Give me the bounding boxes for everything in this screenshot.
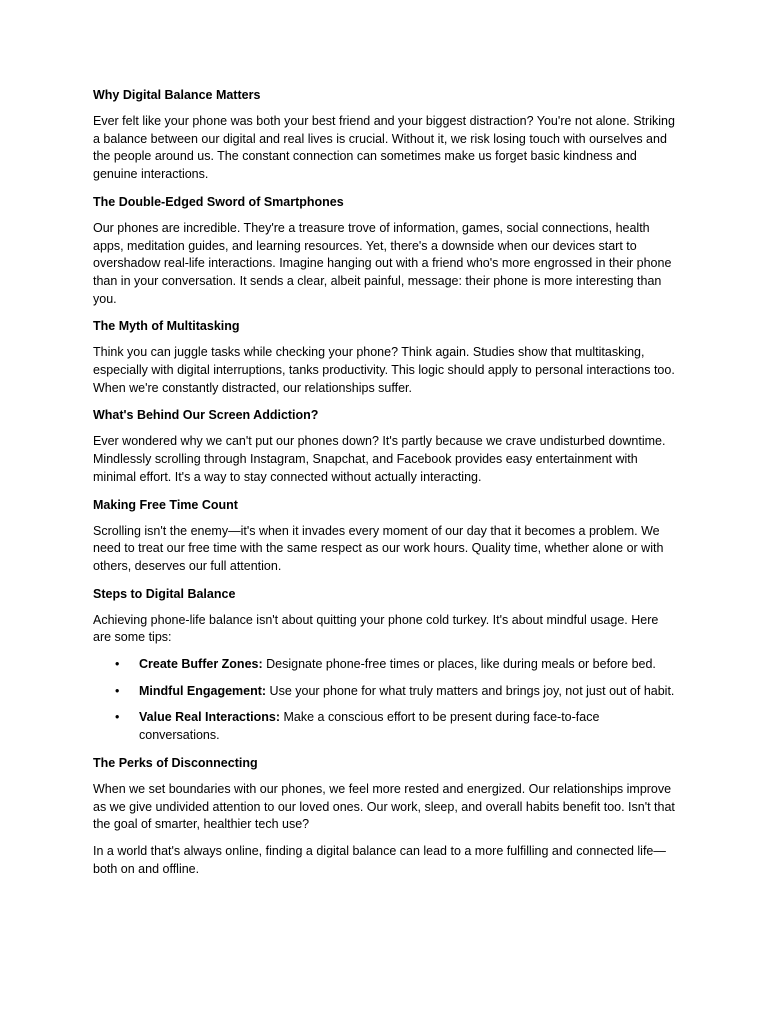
section-paragraph: Ever wondered why we can't put our phones down? It's partly because we crave undisturbed downtime. Mindlessly scrolling through Instagram, Snapchat, and Facebook provides easy entertainment with minimal effort. It's a way to stay connected without actually interacting.: [93, 434, 666, 484]
tip-item: [93, 683, 676, 701]
section-heading: The Perks of Disconnecting: [93, 755, 258, 770]
tip-item: [93, 709, 676, 744]
section-heading: Making Free Time Count: [93, 497, 238, 512]
tip-item: [93, 656, 676, 674]
section-heading: Why Digital Balance Matters: [93, 88, 261, 102]
bullet-icon: •: [115, 657, 120, 672]
section-paragraph: When we set boundaries with our phones, we feel more rested and energized. Our relationships improve as we give undivided attention to our loved ones. Our work, sleep, and overall habits benefit too. Isn't that the goal of smarter, healthier tech use?: [93, 781, 675, 832]
section-paragraph: Scrolling isn't the enemy—it's when it invades every moment of our day that it becomes a problem. We need to treat our free time with the same respect as our work hours. Quality time, whether alone or with others, deserves our full attention.: [93, 523, 664, 573]
tip-term: Value Real Interactions:: [139, 710, 281, 725]
tip-text: Use your phone for what truly matters and brings joy, not just out of habit.: [266, 683, 675, 698]
bullet-icon: •: [115, 710, 120, 725]
section-paragraph: Ever felt like your phone was both your best friend and your biggest distraction? You're not alone. Striking a balance between our digital and real lives is crucial. Without it, we risk losing touch with ourselves and the people around us. The constant connection can sometimes make us forget basic kindness and genuine interactions.: [93, 114, 675, 182]
section-paragraph: Achieving phone-life balance isn't about quitting your phone cold turkey. It's about mindful usage. Here are some tips:: [93, 612, 659, 645]
section-heading: Steps to Digital Balance: [93, 586, 236, 601]
section-paragraph: Our phones are incredible. They're a treasure trove of information, games, social connections, health apps, meditation guides, and learning resources. Yet, there's a downside when our devices start to overshadow real-life interactions. Imagine hanging out with a friend who's more engrossed in their phone than in your conversation. It sends a clear, albeit painful, message: their phone is more interesting than you.: [93, 220, 672, 306]
section-heading: The Double-Edged Sword of Smartphones: [93, 194, 344, 209]
tip-text: Designate phone-free times or places, like during meals or before bed.: [262, 657, 656, 672]
bullet-icon: •: [115, 683, 120, 698]
tip-text: Make a conscious effort to be present during face-to-face conversations.: [139, 710, 600, 743]
tip-term: Mindful Engagement:: [139, 683, 267, 698]
section-paragraph: Think you can juggle tasks while checking your phone? Think again. Studies show that multitasking, especially with digital interruptions, tanks productivity. This logic should apply to personal interactions too. When we're constantly distracted, our relationships suffer.: [93, 345, 675, 395]
closing-paragraph: In a world that's always online, finding a digital balance can lead to a more fulfilling and connected life—both on and offline.: [93, 843, 666, 876]
section-heading: The Myth of Multitasking: [93, 319, 240, 334]
tips-list: [93, 656, 676, 745]
section-heading: What's Behind Our Screen Addiction?: [93, 408, 319, 423]
tip-term: Create Buffer Zones:: [139, 657, 263, 672]
